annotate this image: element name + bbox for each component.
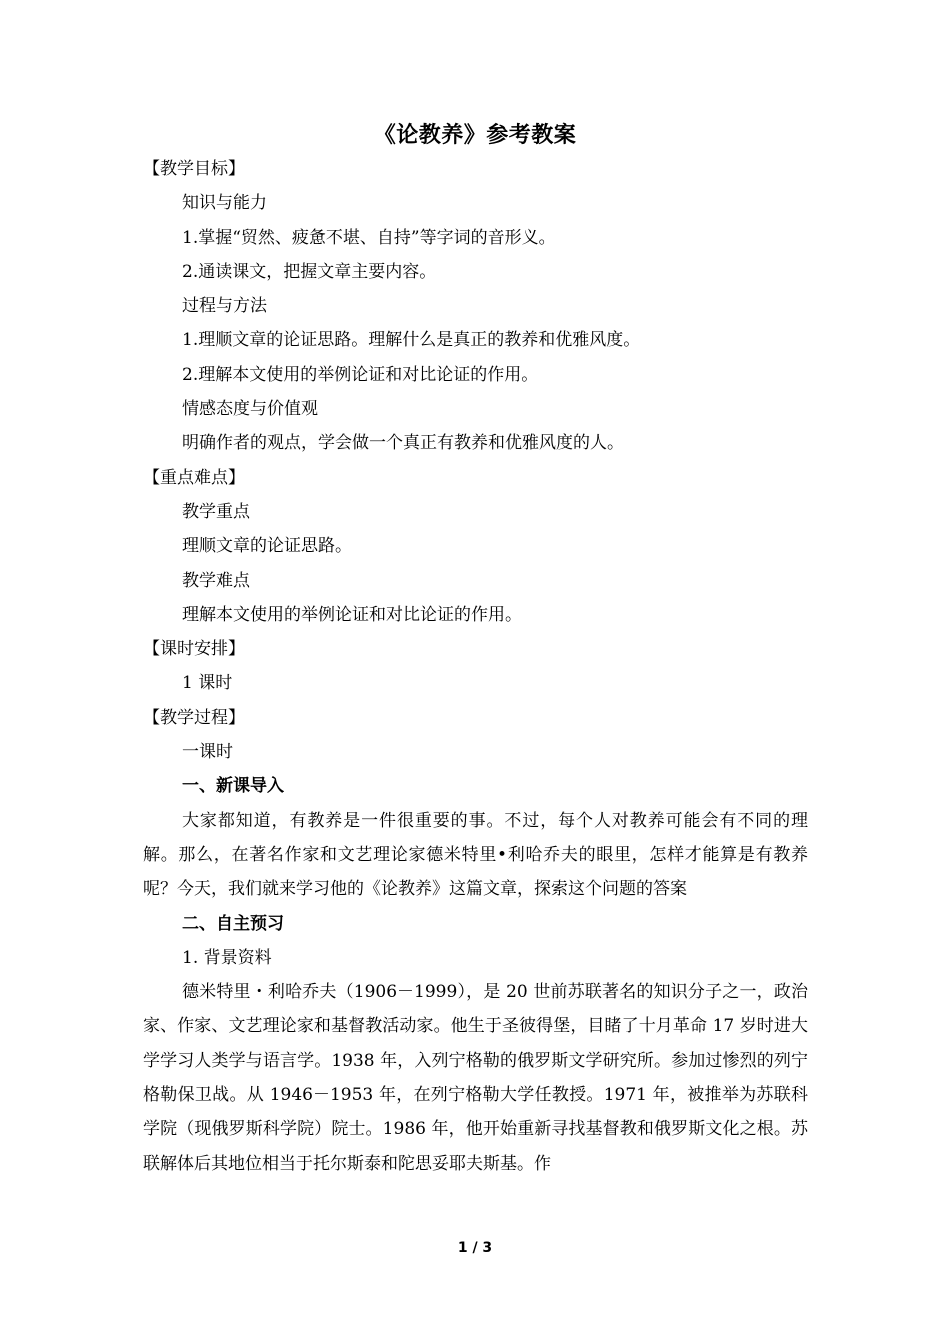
subheading-knowledge: 知识与能力 [182, 193, 267, 214]
lesson-label: 一课时 [182, 742, 233, 763]
intro-paragraph: 大家都知道，有教养是一件很重要的事。不过，每个人对教养可能会有不同的理解。那么，在著名作家和文艺理论家德米特里•利哈乔夫的眼里，怎样才能算是有教养呢？今天，我们就来学习他的《论教养》这篇文章，探索这个问题的答案 [143, 810, 808, 900]
page-title: 《论教养》参考教案 [373, 122, 577, 148]
section-heading-key-points: 【重点难点】 [143, 467, 245, 488]
knowledge-item-2: 2.通读课文，把握文章主要内容。 [182, 261, 437, 282]
background-heading: 1. 背景资料 [182, 947, 272, 968]
intro-heading: 一、新课导入 [182, 776, 284, 797]
page-indicator: 1 / 3 [457, 1240, 493, 1256]
subheading-key: 教学重点 [182, 501, 250, 522]
section-heading-schedule: 【课时安排】 [143, 639, 245, 660]
knowledge-item-1: 1.掌握“贸然、疲惫不堪、自持”等字词的音形义。 [182, 227, 556, 248]
process-item-2: 2.理解本文使用的举例论证和对比论证的作用。 [182, 364, 539, 385]
section-heading-process: 【教学过程】 [143, 707, 245, 728]
difficulty-text: 理解本文使用的举例论证和对比论证的作用。 [182, 604, 522, 625]
schedule-text: 1 课时 [182, 673, 233, 694]
document-body [143, 152, 808, 1215]
emotion-text: 明确作者的观点，学会做一个真正有教养和优雅风度的人。 [182, 433, 624, 454]
background-paragraph: 德米特里・利哈乔夫（1906－1999），是 20 世前苏联著名的知识分子之一，政治家、作家、文艺理论家和基督教活动家。他生于圣彼得堡，目睹了十月革命 17 岁时进大学学习人类学与语言学。1938 年，入列宁格勒的俄罗斯文学研究所。参加过惨烈的列宁格勒保卫战。从 1946－1953 年，在列宁格勒大学任教授。1971 年，被推举为苏联科学院（现俄罗斯科学院）院士。1986 年，他开始重新寻找基督教和俄罗斯文化之根。苏联解体后其地位相当于托尔斯泰和陀思妥耶夫斯基。作 [143, 982, 808, 1174]
key-text: 理顺文章的论证思路。 [182, 536, 352, 557]
subheading-difficulty: 教学难点 [182, 570, 250, 591]
preview-heading: 二、自主预习 [182, 913, 284, 934]
subheading-process: 过程与方法 [182, 296, 267, 317]
process-item-1: 1.理顺文章的论证思路。理解什么是真正的教养和优雅风度。 [182, 330, 641, 351]
section-heading-objectives: 【教学目标】 [143, 159, 245, 179]
subheading-emotion: 情感态度与价值观 [182, 399, 318, 420]
